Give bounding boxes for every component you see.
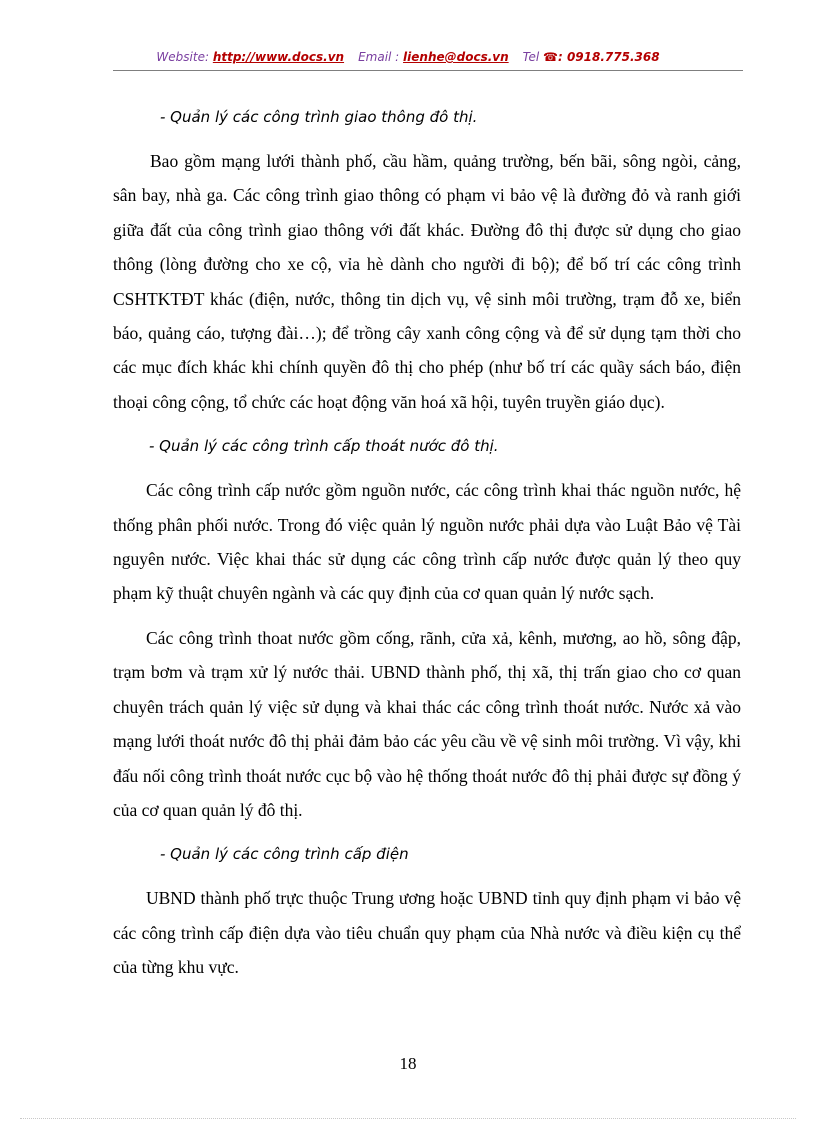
phone-icon: ☎ — [543, 50, 558, 64]
footer-divider — [20, 1118, 796, 1119]
heading-power: - Quản lý các công trình cấp điện — [160, 845, 409, 864]
website-label: Website: — [156, 50, 213, 64]
heading-traffic: - Quản lý các công trình giao thông đô thị. — [160, 108, 478, 126]
website-link[interactable]: http://www.docs.vn — [212, 50, 345, 64]
paragraph-water-supply: Các công trình cấp nước gồm nguồn nước, các công trình khai thác nguồn nước, hệ thống phân phối nước. Trong đó việc quản lý nguồn nước phải dựa vào Luật Bảo vệ Tài nguyên nước. Việc khai thác sử dụng các công trình cấp nước được quản lý theo quy phạm kỹ thuật chuyên ngành và các quy định của cơ quan quản lý nước sạch. — [113, 480, 741, 604]
paragraph-power: UBND thành phố trực thuộc Trung ương hoặc UBND tỉnh quy định phạm vi bảo vệ các công trình cấp điện dựa vào tiêu chuẩn quy phạm của Nhà nước và điều kiện cụ thể của từng khu vực. — [113, 888, 741, 978]
tel-label: Tel — [522, 50, 544, 64]
heading-water: - Quản lý các công trình cấp thoát nước đô thị. — [149, 437, 499, 456]
page-number: 18 — [399, 1054, 417, 1073]
page-header — [0, 50, 816, 64]
header-divider — [113, 70, 743, 71]
paragraph-traffic: Bao gồm mạng lưới thành phố, cầu hầm, quảng trường, bến bãi, sông ngòi, cảng, sân bay, nhà ga. Các công trình giao thông có phạm vi bảo vệ là đường đỏ và ranh giới giữa đất của công trình giao thông với đất khác. Đường đô thị được sử dụng cho giao thông (lòng đường cho xe cộ, vỉa hè dành cho người đi bộ); để bố trí các công trình CSHTKTĐT khác (điện, nước, thông tin dịch vụ, vệ sinh môi trường, trạm đỗ xe, biển báo, quảng cáo, tượng đài…); để trồng cây xanh công cộng và để sử dụng tạm thời cho các mục đích khác khi chính quyền đô thị cho phép (như bố trí các quầy sách báo, điện thoại công cộng, tổ chức các hoạt động văn hoá xã hội, tuyên truyền giáo dục). — [113, 151, 741, 412]
document-body — [113, 100, 741, 995]
email-link[interactable]: lienhe@docs.vn — [403, 50, 509, 64]
paragraph-drainage: Các công trình thoat nước gồm cống, rãnh, cửa xả, kênh, mương, ao hồ, sông đập, trạm bơm và trạm xử lý nước thải. UBND thành phố, thị xã, thị trấn giao cho cơ quan chuyên trách quản lý việc sử dụng và khai thác các công trình thoát nước. Nước xả vào mạng lưới thoát nước đô thị phải đảm bảo các yêu cầu về vệ sinh môi trường. Vì vậy, khi đấu nối công trình thoát nước cục bộ vào hệ thống thoát nước đô thị phải được sự đồng ý của cơ quan quản lý đô thị. — [113, 627, 741, 820]
email-label: Email : — [358, 50, 404, 64]
phone-number: : 0918.775.368 — [557, 50, 660, 64]
